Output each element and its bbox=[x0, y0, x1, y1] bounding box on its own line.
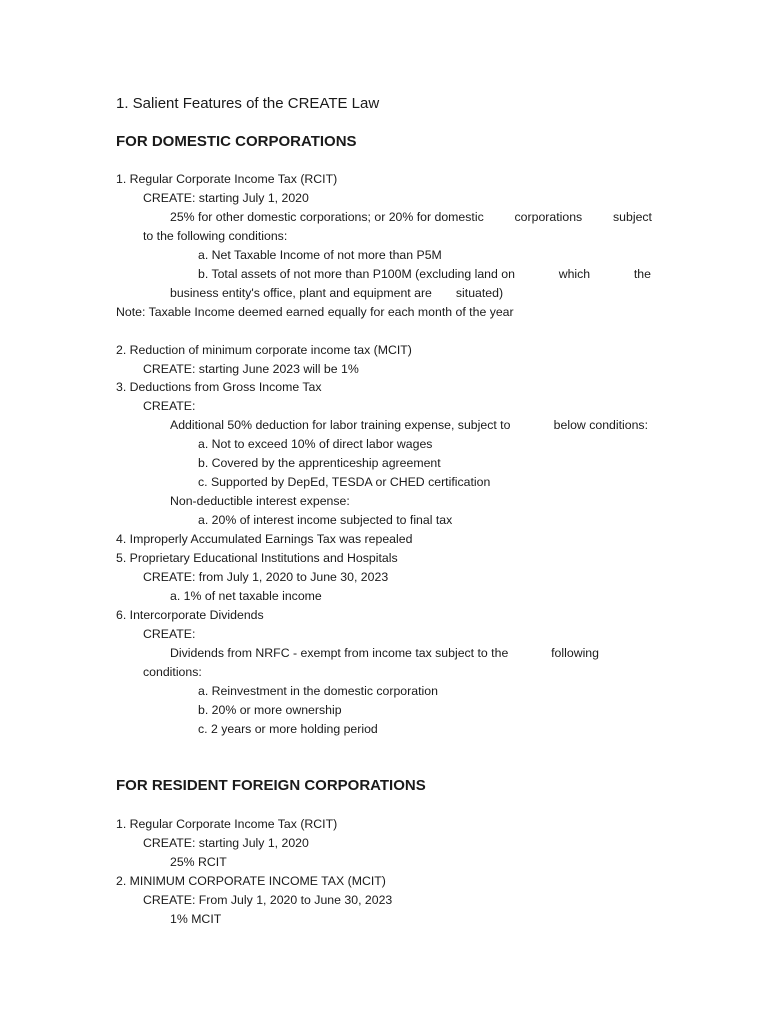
foreign-rcit-title: 1. Regular Corporate Income Tax (RCIT) bbox=[116, 817, 338, 831]
condition-b-continuation bbox=[170, 286, 503, 301]
condition-b-text-a: b. Total assets of not more than P100M (excluding land on bbox=[198, 267, 515, 281]
rcit-rate-text-a: 25% for other domestic corporations; or 20% for domestic bbox=[170, 210, 484, 224]
dividends-line bbox=[170, 646, 599, 661]
nondeductible-label: Non-deductible interest expense: bbox=[170, 494, 350, 508]
mcit-title: 2. Reduction of minimum corporate income tax (MCIT) bbox=[116, 343, 412, 357]
condition-a: a. Net Taxable Income of not more than P5M bbox=[198, 248, 442, 262]
deductions-create-label: CREATE: bbox=[143, 399, 196, 413]
foreign-mcit-title: 2. MINIMUM CORPORATE INCOME TAX (MCIT) bbox=[116, 874, 386, 888]
deduction-condition-c: c. Supported by DepEd, TESDA or CHED certification bbox=[198, 475, 491, 489]
deductions-additional-line bbox=[170, 418, 648, 433]
condition-b-cont-a: business entity's office, plant and equipment are bbox=[170, 286, 432, 300]
foreign-mcit-create-line: CREATE: From July 1, 2020 to June 30, 2023 bbox=[143, 893, 393, 907]
deductions-additional-text-b: below conditions: bbox=[553, 418, 648, 432]
proprietary-create-line: CREATE: from July 1, 2020 to June 30, 2023 bbox=[143, 570, 389, 584]
mcit-create-line: CREATE: starting June 2023 will be 1% bbox=[143, 362, 359, 376]
rcit-create-line: CREATE: starting July 1, 2020 bbox=[143, 191, 309, 205]
deduction-condition-a: a. Not to exceed 10% of direct labor wages bbox=[198, 437, 433, 451]
dividend-condition-c: c. 2 years or more holding period bbox=[198, 722, 378, 736]
iaet-line: 4. Improperly Accumulated Earnings Tax was repealed bbox=[116, 532, 413, 546]
dividend-condition-a: a. Reinvestment in the domestic corporation bbox=[198, 684, 438, 698]
section-heading-domestic: FOR DOMESTIC CORPORATIONS bbox=[116, 133, 357, 150]
proprietary-title: 5. Proprietary Educational Institutions and Hospitals bbox=[116, 551, 398, 565]
foreign-rcit-rate: 25% RCIT bbox=[170, 855, 227, 869]
rcit-rate-continuation: to the following conditions: bbox=[143, 229, 288, 243]
foreign-rcit-create-line: CREATE: starting July 1, 2020 bbox=[143, 836, 309, 850]
dividends-title: 6. Intercorporate Dividends bbox=[116, 608, 264, 622]
proprietary-item-a: a. 1% of net taxable income bbox=[170, 589, 322, 603]
deductions-title: 3. Deductions from Gross Income Tax bbox=[116, 380, 322, 394]
condition-b-cont-b: situated) bbox=[455, 286, 504, 300]
note-line: Note: Taxable Income deemed earned equally for each month of the year bbox=[116, 305, 514, 319]
nondeductible-item-a: a. 20% of interest income subjected to final tax bbox=[198, 513, 453, 527]
dividends-create-label: CREATE: bbox=[143, 627, 196, 641]
dividends-text-a: Dividends from NRFC - exempt from income tax subject to the bbox=[170, 646, 509, 660]
dividend-condition-b: b. 20% or more ownership bbox=[198, 703, 342, 717]
rcit-rate-text-c: subject bbox=[613, 210, 652, 224]
condition-b-text-c: the bbox=[633, 267, 651, 281]
section-heading-foreign: FOR RESIDENT FOREIGN CORPORATIONS bbox=[116, 777, 426, 794]
deductions-additional-text-a: Additional 50% deduction for labor training expense, subject to bbox=[170, 418, 511, 432]
document-title: 1. Salient Features of the CREATE Law bbox=[116, 95, 380, 112]
dividends-text-b: following bbox=[551, 646, 599, 660]
condition-b-line bbox=[198, 267, 651, 282]
rcit-rate-text-b: corporations bbox=[514, 210, 583, 224]
foreign-mcit-rate: 1% MCIT bbox=[170, 912, 222, 926]
rcit-title: 1. Regular Corporate Income Tax (RCIT) bbox=[116, 172, 338, 186]
deduction-condition-b: b. Covered by the apprenticeship agreement bbox=[198, 456, 441, 470]
condition-b-text-b: which bbox=[558, 267, 591, 281]
dividends-continuation: conditions: bbox=[143, 665, 202, 679]
rcit-rate-line bbox=[170, 210, 652, 225]
